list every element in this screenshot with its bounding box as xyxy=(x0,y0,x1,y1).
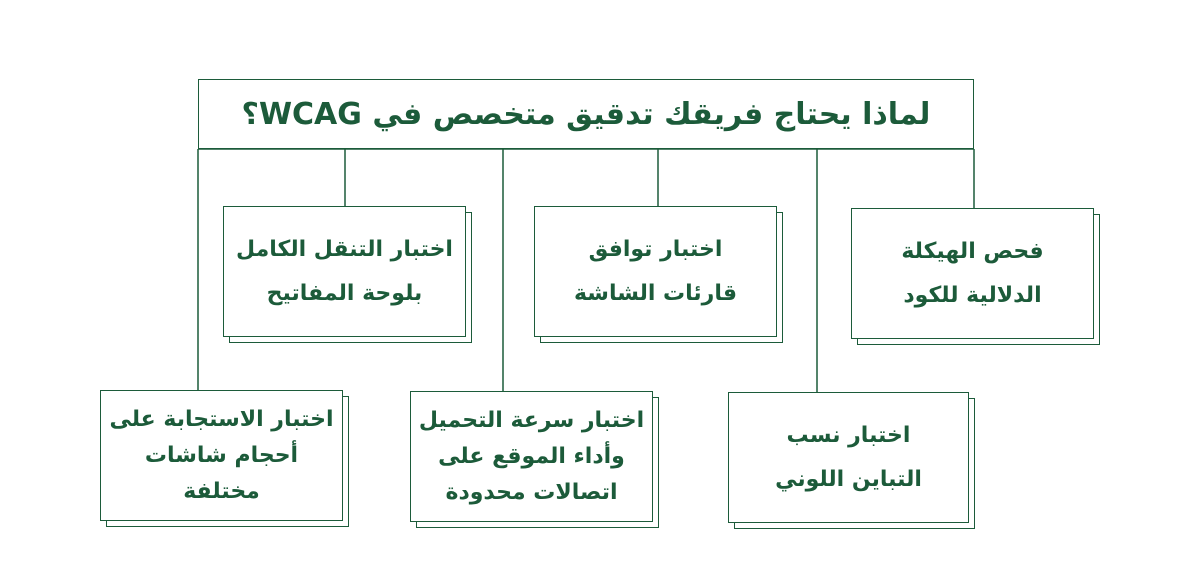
node-face xyxy=(410,391,653,522)
node-screen-readers xyxy=(534,206,777,337)
node-line: أحجام شاشات xyxy=(144,442,299,468)
node-load-speed xyxy=(410,391,653,522)
node-line: اختبار سرعة التحميل xyxy=(418,407,645,433)
node-line: وأداء الموقع على xyxy=(438,443,625,469)
node-face xyxy=(728,392,969,523)
node-line: بلوحة المفاتيح xyxy=(266,280,423,306)
node-face xyxy=(851,208,1094,339)
node-line: الدلالية للكود xyxy=(903,282,1042,308)
node-face xyxy=(100,390,343,521)
diagram-title: لماذا يحتاج فريقك تدقيق متخصص في WCAG؟ xyxy=(241,96,931,132)
node-line: اختبار نسب xyxy=(786,422,911,448)
node-responsive-screens xyxy=(100,390,343,521)
title-box xyxy=(198,79,974,149)
node-line: قارئات الشاشة xyxy=(573,280,738,306)
node-line: اختبار الاستجابة على xyxy=(109,406,334,432)
node-face xyxy=(223,206,466,337)
node-keyboard-navigation xyxy=(223,206,466,337)
node-line: اختبار توافق xyxy=(588,236,723,262)
node-code-semantics xyxy=(851,208,1094,339)
node-line: اتصالات محدودة xyxy=(445,479,618,505)
node-color-contrast xyxy=(728,392,969,523)
node-line: فحص الهيكلة xyxy=(901,238,1044,264)
node-line: اختبار التنقل الكامل xyxy=(236,236,453,262)
node-line: التباين اللوني xyxy=(775,466,922,492)
node-face xyxy=(534,206,777,337)
node-line: مختلفة xyxy=(183,478,260,504)
